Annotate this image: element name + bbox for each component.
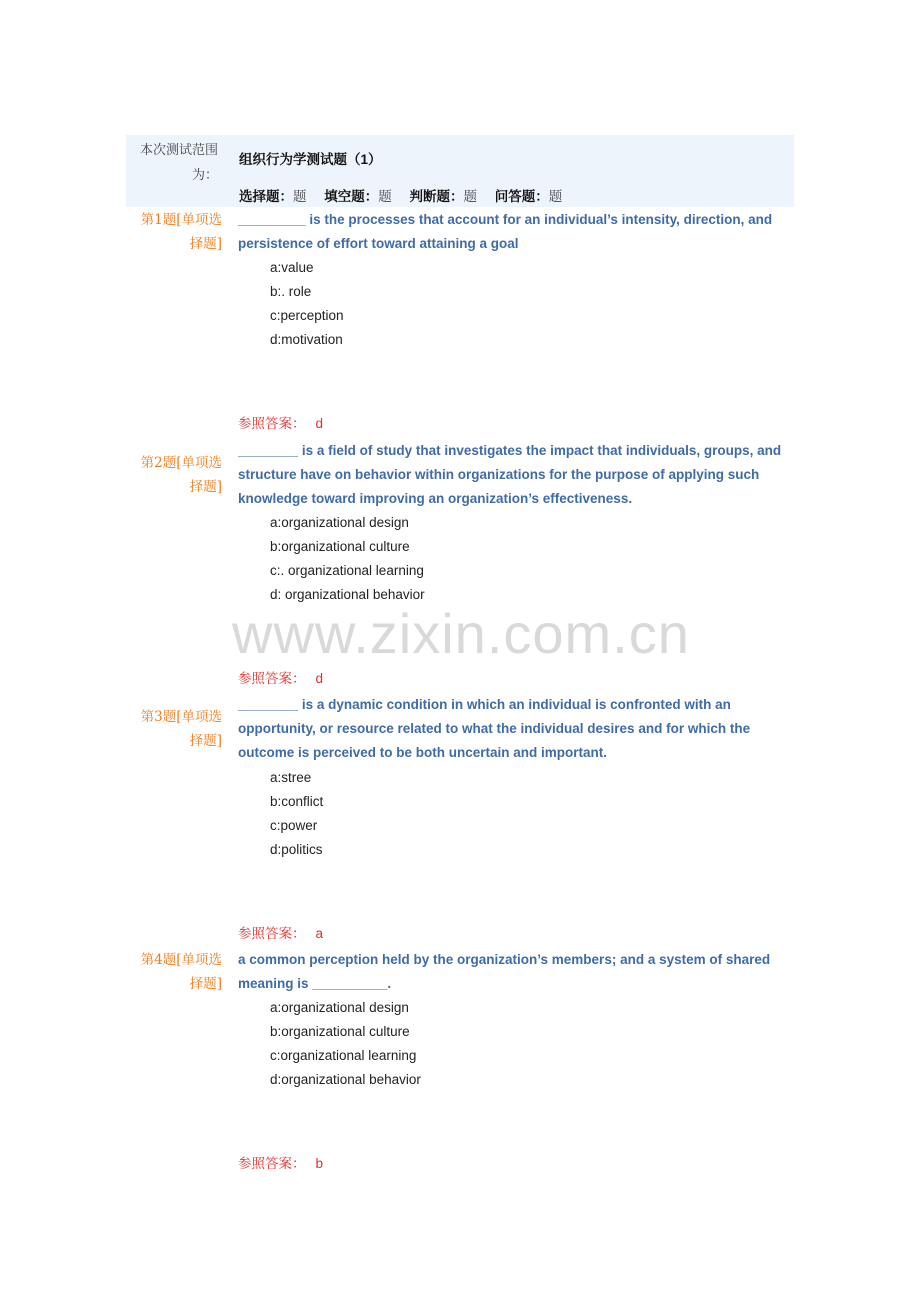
option-a: a:organizational design — [270, 515, 409, 530]
question-number: 第3题[单项选择题] — [140, 709, 222, 749]
answer-label: 参照答案： — [238, 671, 306, 687]
reference-answer — [238, 1152, 323, 1172]
answer-value: d — [315, 416, 324, 431]
option-c: c:power — [270, 818, 318, 833]
option-b: b:. role — [270, 284, 312, 299]
option-list — [270, 256, 344, 352]
option-d: d:politics — [270, 842, 323, 857]
question-stem: ________ is a field of study that investigates the impact that individuals, groups, and structure have on behavior within organizations for the purpose of applying such knowledge toward improving an organization’s effectiveness. — [238, 443, 782, 506]
option-c: c:perception — [270, 308, 344, 323]
option-b: b:organizational culture — [270, 1024, 410, 1039]
count-label-essay: 问答题： — [494, 189, 549, 204]
option-a: a:stree — [270, 770, 312, 785]
option-c: c:organizational learning — [270, 1048, 417, 1063]
reference-answer — [238, 667, 323, 687]
question-number: 第1题[单项选择题] — [140, 212, 222, 252]
count-label-choice: 选择题： — [239, 189, 293, 204]
option-a: a:value — [270, 260, 314, 275]
answer-value: d — [315, 671, 324, 686]
question-stem: a common perception held by the organization’s members; and a system of shared meaning is __________. — [238, 952, 771, 991]
option-d: d:motivation — [270, 332, 343, 347]
answer-label: 参照答案： — [238, 416, 306, 432]
count-value-fill: 题 — [378, 189, 392, 205]
option-b: b:conflict — [270, 794, 324, 809]
question-stem: _________ is the processes that account for an individual’s intensity, direction, and persistence of effort toward attaining a goal — [238, 212, 773, 251]
answer-value: b — [315, 1156, 324, 1171]
count-value-essay: 题 — [548, 189, 563, 205]
option-d: d: organizational behavior — [270, 587, 425, 602]
reference-answer — [238, 412, 323, 432]
answer-label: 参照答案： — [238, 926, 306, 942]
count-label-fill: 填空题： — [324, 189, 379, 204]
count-label-judge: 判断题： — [409, 189, 464, 204]
option-c: c:. organizational learning — [270, 563, 424, 578]
answer-value: a — [315, 926, 324, 941]
question-number: 第2题[单项选择题] — [140, 455, 222, 495]
option-list — [270, 511, 425, 607]
question-number: 第4题[单项选择题] — [140, 952, 222, 992]
answer-label: 参照答案： — [238, 1156, 306, 1172]
option-b: b:organizational culture — [270, 539, 410, 554]
question-type-counts — [239, 185, 576, 205]
count-value-judge: 题 — [463, 189, 478, 205]
watermark: www.zixin.com.cn — [232, 602, 690, 665]
option-a: a:organizational design — [270, 1000, 409, 1015]
question-stem: ________ is a dynamic condition in which an individual is confronted with an opportunity, or resource related to what the individual desires and for which the outcome is perceived to be both uncertain and important. — [238, 697, 751, 760]
option-list — [270, 996, 421, 1092]
count-value-choice: 题 — [293, 189, 307, 205]
option-list — [270, 766, 323, 862]
quiz-title: 组织行为学测试题（1） — [239, 152, 382, 167]
option-d: d:organizational behavior — [270, 1072, 421, 1087]
reference-answer — [238, 922, 323, 942]
scope-label: 本次测试范围为： — [139, 143, 218, 183]
